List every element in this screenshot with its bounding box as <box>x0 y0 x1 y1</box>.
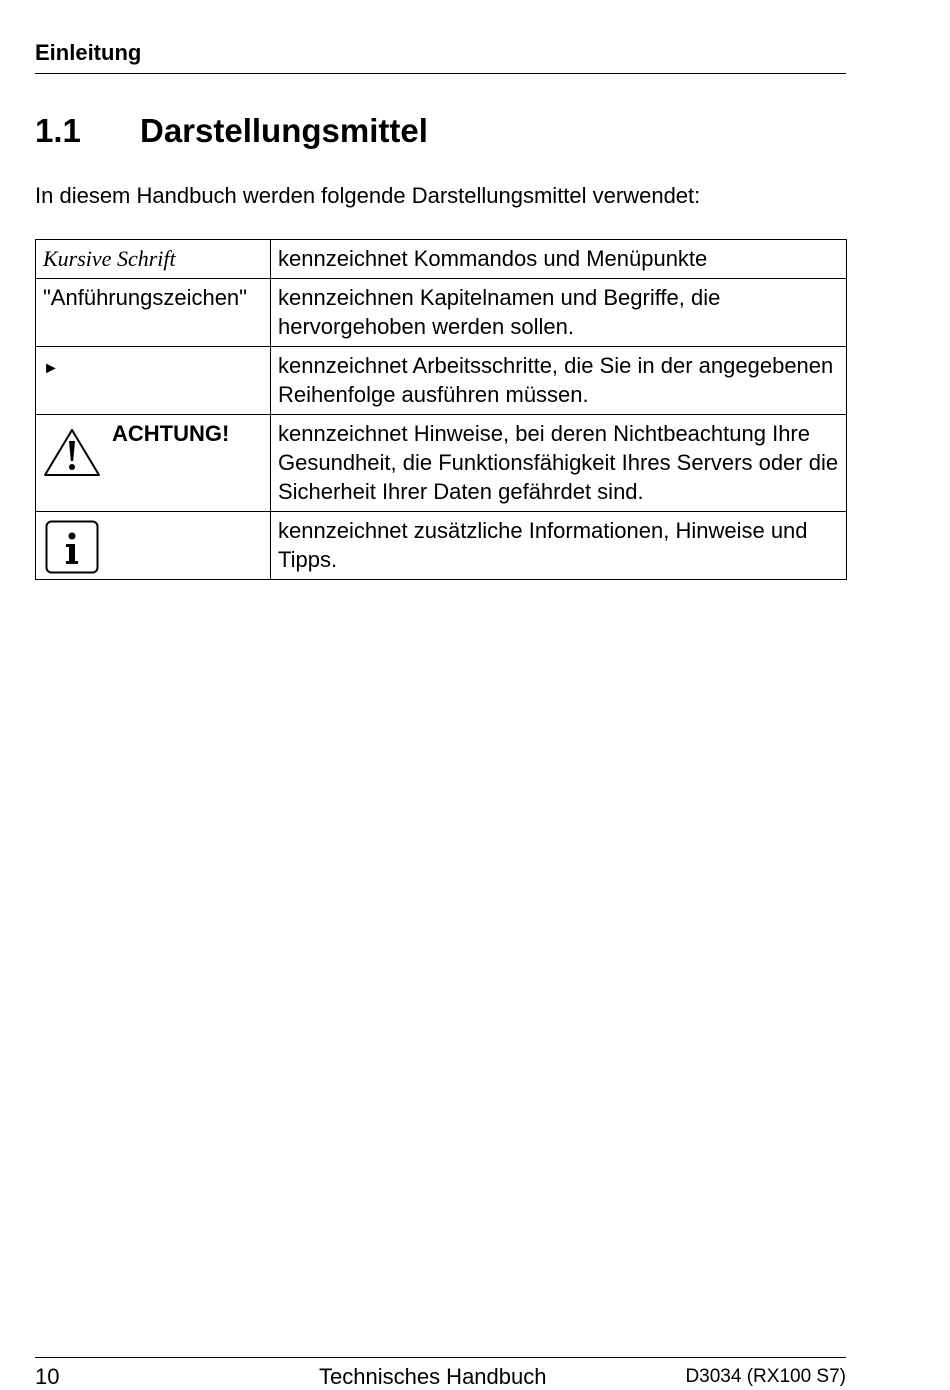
document-title: Technisches Handbuch <box>319 1364 547 1389</box>
table-row <box>36 415 847 512</box>
term-cell <box>36 347 271 415</box>
term-cell <box>36 512 271 580</box>
page-header <box>35 38 846 74</box>
term-cell <box>36 240 271 279</box>
conventions-table <box>35 239 847 580</box>
description-cell: kennzeichnet zusätzliche Informationen, Hinweise und Tipps. <box>271 512 847 580</box>
description-cell: kennzeichnet Kommandos und Menüpunkte <box>271 240 847 279</box>
warning-triangle-icon <box>41 427 103 479</box>
term-cell <box>36 415 271 512</box>
page-number: 10 <box>35 1364 60 1389</box>
section-name: Einleitung <box>35 40 142 65</box>
table-row <box>36 240 847 279</box>
warning-label: ACHTUNG! <box>112 421 230 446</box>
intro-text: In diesem Handbuch werden folgende Darstellungsmittel verwendet: <box>35 183 701 208</box>
table-row <box>36 512 847 580</box>
chapter-number: 1.1 <box>35 112 81 149</box>
term-italic: Kursive Schrift <box>43 246 176 271</box>
table-row <box>36 347 847 415</box>
document-id: D3034 (RX100 S7) <box>685 1366 846 1387</box>
chapter-title: Darstellungsmittel <box>140 112 428 149</box>
chapter-heading <box>35 112 428 150</box>
description-cell: kennzeichnet Hinweise, bei deren Nichtbeachtung Ihre Gesundheit, die Funktionsfähigkeit Ihres Servers oder die Sicherheit Ihrer Daten gefährdet sind. <box>271 415 847 512</box>
term-cell: "Anführungszeichen" <box>36 279 271 347</box>
info-icon <box>45 520 99 574</box>
page-footer <box>35 1357 846 1390</box>
step-arrow-icon: ► <box>43 360 59 377</box>
description-cell: kennzeichnen Kapitelnamen und Begriffe, die hervorgehoben werden sollen. <box>271 279 847 347</box>
table-row <box>36 279 847 347</box>
description-cell: kennzeichnet Arbeitsschritte, die Sie in der angegebenen Reihenfolge ausführen müssen. <box>271 347 847 415</box>
